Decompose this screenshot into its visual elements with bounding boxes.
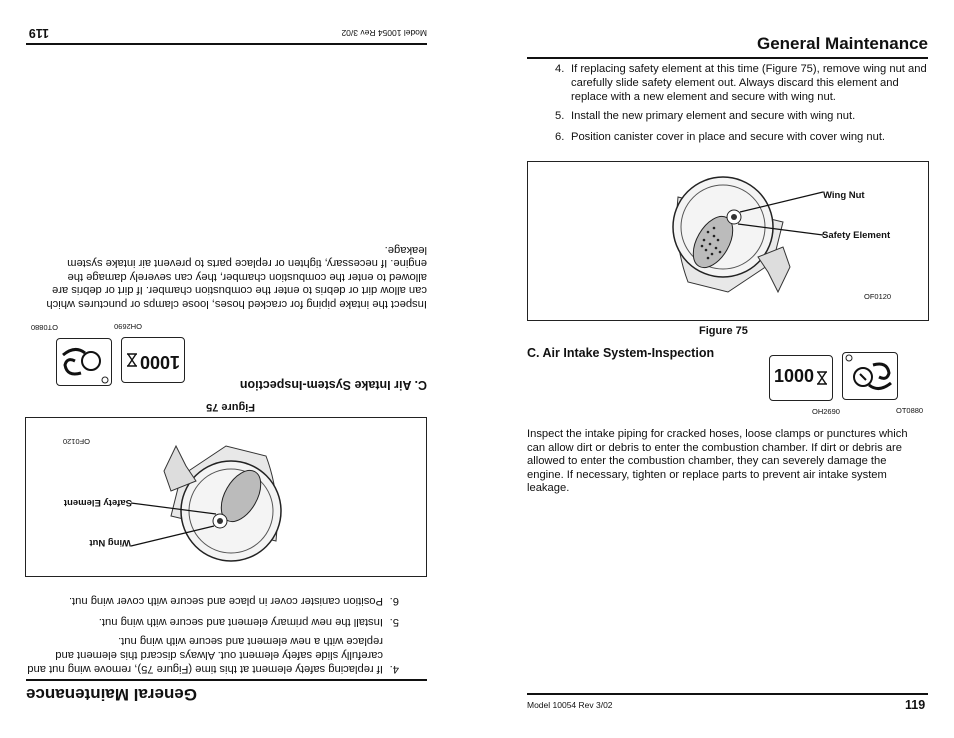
left-page-rotated: General Maintenance 4. If replacing safety element at this time (Figure 75), remove wing nut and carefully slide safety element out. Always discard this element and replace with a new element and secure with wing nut. 5. Install the new primary element and secure with wing nut. 6. Position canister cover in place and secure with cover wing nut. Wing Nut Safety Element OF0120 Figure 75 C. Air Intake System-Inspection 1000 OH2690 OT0880 Inspect the intake piping for cracked hoses, loose clamps or punctures which can allow dirt or debris to enter the combustion chamber. If dirt or debris are allowed to enter the combustion chamber, they can severely damage the engine. If necessary, tighten or replace parts to prevent air intake system leakage. Model 10054 Rev 3/02 119 bbox=[25, 26, 427, 704]
footer-rule bbox=[26, 43, 427, 45]
footer-rule bbox=[527, 693, 928, 695]
callout-wing-nut: Wing Nut bbox=[823, 190, 865, 201]
figure-code: OF0120 bbox=[864, 292, 892, 301]
code-hours: OH2690 bbox=[812, 407, 840, 416]
header-rule bbox=[26, 679, 427, 681]
code-tool: OT0880 bbox=[30, 323, 58, 332]
body-paragraph: Inspect the intake piping for cracked hoses, loose clamps or punctures which can allow dirt or debris to enter the combustion chamber. If dirt or debris are allowed to enter the combustion chamber, they can severely damage the engine. If necessary, tighten or replace parts to prevent air intake system leakage. bbox=[527, 428, 908, 495]
header-rule bbox=[527, 57, 928, 59]
code-tool: OT0880 bbox=[896, 406, 924, 415]
figure-code: OF0120 bbox=[62, 437, 90, 446]
code-hours: OH2690 bbox=[114, 322, 142, 331]
callout-wing-nut: Wing Nut bbox=[89, 537, 131, 548]
tool-icon bbox=[56, 338, 112, 386]
figure-caption: Figure 75 bbox=[699, 325, 748, 337]
body-paragraph: Inspect the intake piping for cracked hoses, loose clamps or punctures which can allow dirt or debris to enter the combustion chamber. If dirt or debris are allowed to enter the combustion chamber, they can severely damage the engine. If necessary, tighten or replace parts to prevent air intake system leakage. bbox=[46, 243, 427, 310]
footer-model: Model 10054 Rev 3/02 bbox=[341, 28, 427, 38]
page-title: General Maintenance bbox=[757, 34, 929, 53]
hourglass-icon bbox=[126, 353, 138, 367]
page-number: 119 bbox=[905, 698, 926, 712]
page-number: 119 bbox=[28, 26, 49, 40]
callout-safety-element: Safety Element bbox=[63, 497, 132, 508]
footer-model: Model 10054 Rev 3/02 bbox=[527, 700, 613, 710]
hours-1000-icon: 1000 bbox=[121, 337, 185, 383]
figure-75-box bbox=[25, 417, 427, 577]
figure-75-box bbox=[527, 161, 929, 321]
callout-safety-element: Safety Element bbox=[822, 230, 891, 241]
section-heading: C. Air Intake System-Inspection bbox=[239, 378, 427, 392]
right-page: General Maintenance 4. If replacing safety element at this time (Figure 75), remove wing nut and carefully slide safety element out. Always discard this element and replace with a new element and secure with wing nut. 5. Install the new primary element and secure with wing nut. 6. Position canister cover in place and secure with cover wing nut. Wing Nut Safety Element OF0120 Figure 75 C. Air Intake System-Inspection 1000 OH2690 OT0880 Inspect the intake piping for cracked hoses, loose clamps or punctures which can allow dirt or debris to enter the combustion chamber. If dirt or debris are allowed to enter the combustion chamber, they can severely damage the engine. If necessary, tighten or replace parts to prevent air intake system leakage. Model 10054 Rev 3/02 119 bbox=[527, 34, 929, 712]
section-heading: C. Air Intake System-Inspection bbox=[527, 346, 715, 360]
page-title: General Maintenance bbox=[25, 685, 197, 704]
figure-caption: Figure 75 bbox=[206, 401, 255, 413]
tool-icon bbox=[842, 352, 898, 400]
hourglass-icon bbox=[816, 371, 828, 385]
hours-1000-icon: 1000 bbox=[769, 355, 833, 401]
